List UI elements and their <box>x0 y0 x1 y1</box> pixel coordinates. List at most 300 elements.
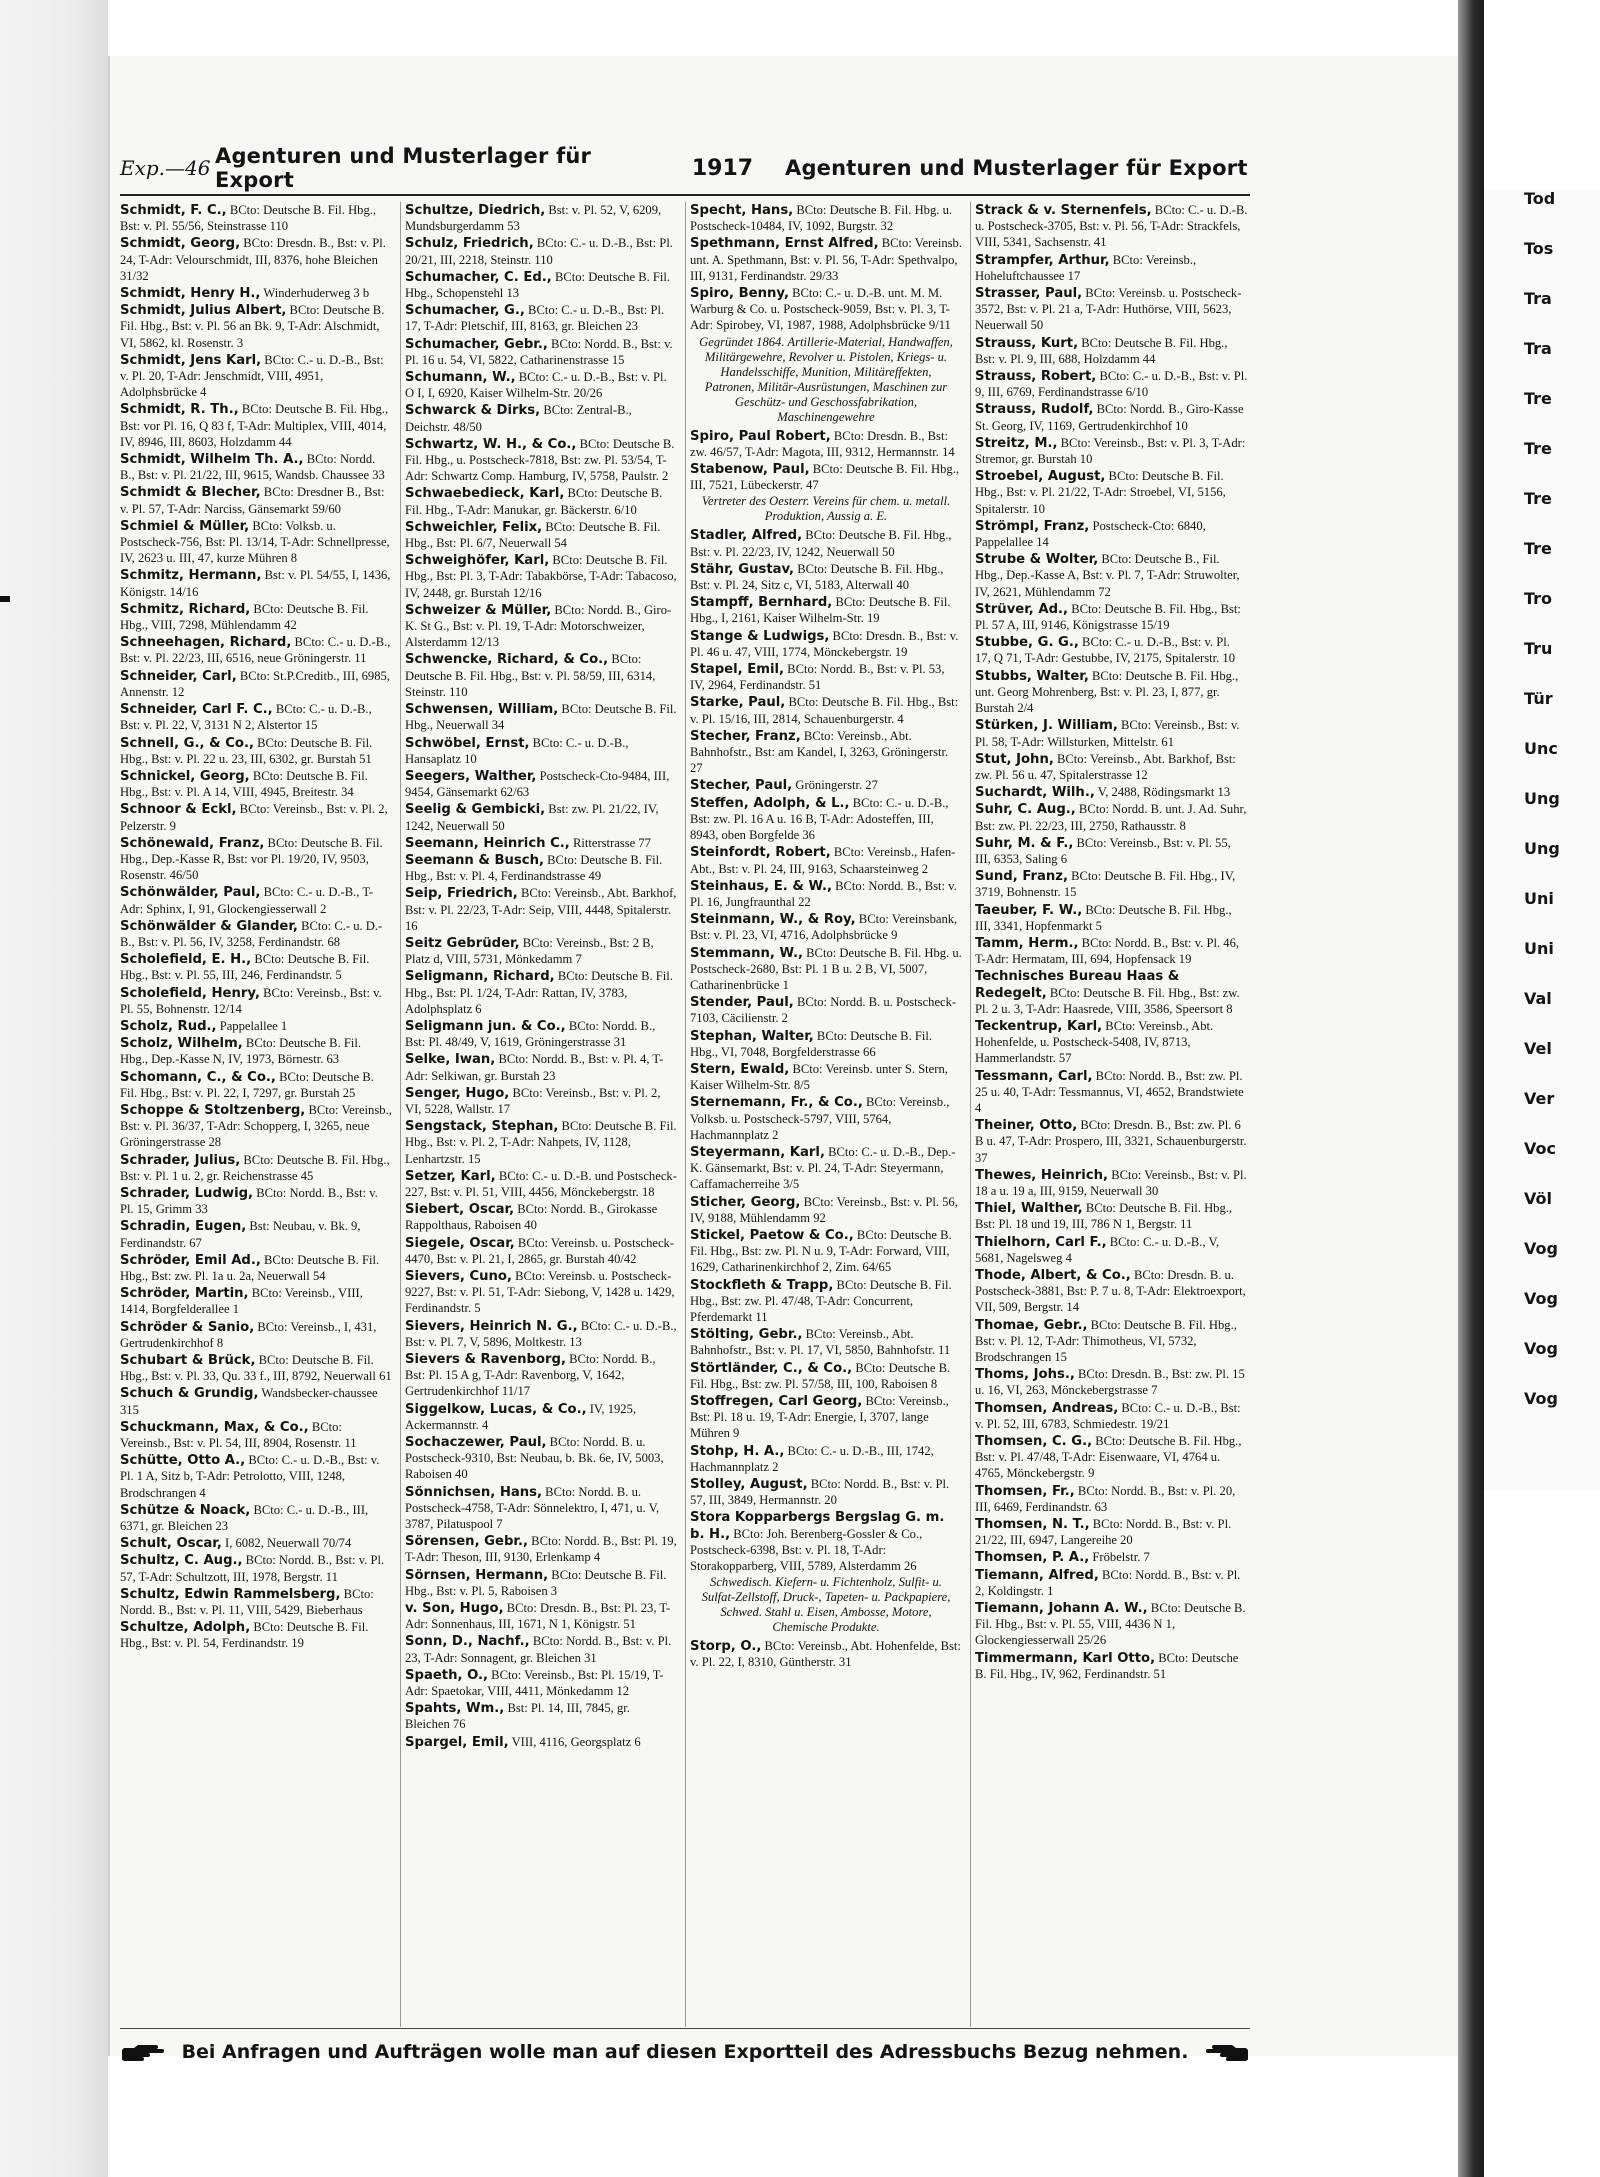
entry-details: BCto: Deutsche B. Fil. Hbg., Bst: v. Pl. 9, III, 688, Holzdamm 44 <box>975 335 1228 366</box>
directory-entry <box>690 1144 962 1193</box>
directory-entry <box>975 935 1248 967</box>
entry-name: Stubbs, Walter, <box>975 668 1089 684</box>
entry-name: Schultze, Adolph, <box>120 1620 251 1636</box>
directory-entry <box>405 485 677 517</box>
entry-name: Stecher, Paul, <box>690 778 793 794</box>
entry-name: Stephan, Walter, <box>690 1028 814 1044</box>
entry-details: BCto: C.- u. D.-B., Bst: v. Pl. 56, IV, 3258, Ferdinandstr. 68 <box>120 918 383 949</box>
entry-details: BCto: Vereinsb., Abt. Bahnhofstr., Bst: am Kandel, I, 3263, Gröningerstr. 27 <box>690 728 949 776</box>
directory-entry <box>405 835 677 851</box>
directory-entry <box>975 1068 1248 1117</box>
directory-page <box>108 56 1460 2063</box>
entry-details: I, 6082, Neuerwall 70/74 <box>221 1536 352 1551</box>
entry-details: BCto: Deutsche B. Fil. Hbg. u. Postscheck-10484, IV, 1092, Burgstr. 32 <box>690 203 953 234</box>
entry-details: BCto: Vereinsb., Bst: v. Pl. 2, Pelzerstr. 9 <box>120 802 388 833</box>
directory-entry <box>120 668 392 700</box>
entry-details: Bst: v. Pl. 52, V, 6209, Mundsburgerdamm 53 <box>405 203 662 234</box>
entry-name: Schumann, W., <box>405 370 516 386</box>
entry-details: BCto: Vereinsb., Bst: v. Pl. 56, IV, 9188, Mühlendamm 92 <box>690 1194 958 1225</box>
entry-name: Schuckmann, Max, & Co., <box>120 1419 309 1435</box>
entry-name: Schumacher, G., <box>405 303 525 319</box>
directory-entry <box>405 1734 677 1750</box>
directory-entry <box>120 1069 392 1101</box>
entry-details: BCto: Dresdn. B., Bst: v. Pl. 46 u. 47, VIII, 1774, Mönckebergstr. 19 <box>690 628 959 659</box>
entry-details: BCto: C.- u. D.-B., Bst: v. Pl. 22, V, 3131 N 2, Alstertor 15 <box>120 702 372 733</box>
entry-details: BCto: Deutsche B. Fil. Hbg., Bst: v. Pl. 58/59, III, 6314, Steinstr. 110 <box>405 652 656 699</box>
entry-details: BCto: Nordd. B., Bst: v. Pl. 21/22, III, 6947, Langereihe 20 <box>975 1517 1232 1548</box>
entry-name: Siggelkow, Lucas, & Co., <box>405 1401 587 1417</box>
column-1 <box>116 202 401 2027</box>
directory-entry <box>120 451 392 483</box>
entry-details: BCto: C.- u. D.-B., Bst: v. Pl. 7, V, 5896, Moltkestr. 13 <box>405 1318 677 1349</box>
entry-details: BCto: C.- u. D.-B., Bst: v. Pl. 9, III, 6769, Ferdinandstrasse 6/10 <box>975 369 1248 400</box>
entry-details: BCto: C.- u. D.-B. u. Postscheck-3705, Bst: v. Pl. 56, T-Adr: Strackfels, VIII, 5341, Sachsenstr. 41 <box>975 203 1248 250</box>
entry-name: Tiemann, Alfred, <box>975 1567 1099 1583</box>
entry-details: BCto: Deutsche B. Fil. Hbg., Bst: vor Pl. 16, Q 83 f, T-Adr: Multiplex, VIII, 4014, IV, 8946, III, 8603, Holzdamm 44 <box>120 402 389 449</box>
entry-details: BCto: Nordd. B., Bst: v. Pl. 57, T-Adr: Schultzott, III, 1978, Bergstr. 11 <box>120 1553 385 1584</box>
directory-entry <box>975 1117 1248 1166</box>
entry-name: Sticher, Georg, <box>690 1194 801 1210</box>
entry-name: Stickel, Paetow & Co., <box>690 1227 854 1243</box>
directory-entry <box>405 336 677 368</box>
entry-name: Schönewald, Franz, <box>120 835 265 851</box>
entry-name: Theiner, Otto, <box>975 1118 1078 1134</box>
entry-details: BCto: Dresdn. B., Bst: zw. Pl. 6 B u. 47, T-Adr: Prospero, III, 3321, Schauenburgerstr. 37 <box>975 1118 1247 1165</box>
directory-entry <box>120 1619 392 1651</box>
entry-details: BCto: Vereinsb., Bst: v. Pl. 55, III, 6353, Saling 6 <box>975 835 1231 866</box>
directory-entry <box>690 1028 962 1060</box>
entry-name: Sonn, D., Nachf., <box>405 1634 530 1650</box>
entry-details: BCto: Deutsche B. Fil. Hbg., Bst: zw. Pl. N u. 9, T-Adr: Forward, VIII, 1629, Catharinenkirchhof 2, Zim. 64/65 <box>690 1227 952 1275</box>
entry-details: Postscheck-Cto-9484, III, 9454, Gänsemarkt 62/63 <box>405 768 670 800</box>
entry-name: Thoms, Johs., <box>975 1367 1075 1383</box>
directory-entry <box>120 1152 392 1184</box>
directory-entry <box>975 1366 1248 1398</box>
entry-name: Schrader, Ludwig, <box>120 1185 254 1201</box>
facing-page-word: Tru <box>1524 639 1553 658</box>
entry-name: Thomsen, Andreas, <box>975 1400 1119 1416</box>
entry-details: BCto: Nordd. B. unt. J. Ad. Suhr, Bst: zw. Pl. 22/23, III, 2750, Rathausstr. 8 <box>975 802 1247 833</box>
entry-name: Schmidt, Jens Karl, <box>120 352 262 368</box>
directory-entry <box>690 878 962 910</box>
directory-entry <box>120 1285 392 1317</box>
entry-name: Suchardt, Wilh., <box>975 785 1095 801</box>
entry-details: BCto: Deutsche B. Fil. Hbg., Bst: v. Pl. A 14, VIII, 4945, Breitestr. 34 <box>120 768 368 800</box>
directory-entry <box>120 768 392 800</box>
entry-details: BCto: Nordd. B., Bst: v. Pl. 11, VIII, 5429, Bieberhaus <box>120 1586 374 1618</box>
entry-name: Specht, Hans, <box>690 203 794 218</box>
facing-page-word: Tre <box>1524 389 1552 408</box>
entry-name: Schmidt & Blecher, <box>120 485 261 501</box>
directory-entry <box>975 1600 1248 1649</box>
entry-details: BCto: C.- u. D.-B. und Postscheck-227, Bst: v. Pl. 51, VIII, 4456, Mönckebergstr. 18 <box>405 1168 677 1199</box>
directory-entry <box>975 1650 1248 1682</box>
entry-name: Stora Kopparbergs Bergslag G. m. b. H., <box>690 1510 945 1542</box>
entry-details: BCto: Vereinsb., Abt. Bahnhofstr., Bst: v. Pl. 17, VI, 5850, Bahnhofstr. 11 <box>690 1327 951 1358</box>
entry-details: BCto: Vereinsb., Abt. Hohenfelde, u. Postscheck-5408, IV, 8713, Hammerlandstr. 57 <box>975 1018 1214 1066</box>
facing-page-word: Tos <box>1524 239 1554 258</box>
directory-entry <box>405 552 677 601</box>
entry-details: BCto: Joh. Berenberg-Gossler & Co., Postscheck-6398, Bst: v. Pl. 18, T-Adr: Storakopparberg, VIII, 5789, Alsterdamm 26 <box>690 1526 923 1574</box>
directory-entry <box>975 1317 1248 1366</box>
entry-details: BCto: C.- u. D.-B., Bst: Pl. 17, T-Adr: Pletschif, III, 8163, gr. Bleichen 23 <box>405 303 665 334</box>
entry-name: Thielhorn, Carl F., <box>975 1234 1107 1250</box>
directory-entry <box>690 844 962 876</box>
entry-name: Schütte, Otto A., <box>120 1453 246 1469</box>
entry-name: Schweichler, Felix, <box>405 519 543 535</box>
entry-name: Schmidt, Julius Albert, <box>120 303 287 319</box>
facing-page-word: Uni <box>1524 939 1554 958</box>
entry-details: BCto: Deutsche B. Fil. Hbg., Bst: Pl. 6/7, Neuerwall 54 <box>405 519 661 551</box>
directory-entry <box>975 601 1248 633</box>
entry-name: Stohp, H. A., <box>690 1443 785 1459</box>
entry-details: BCto: Deutsche B. Fil. Hbg., Bst: v. Pl. 55/56, Steinstrasse 110 <box>120 203 377 234</box>
directory-entry <box>690 1061 962 1093</box>
entry-name: Teckentrup, Karl, <box>975 1018 1103 1034</box>
page-year: 1917 <box>691 155 754 181</box>
directory-entry <box>690 1326 962 1358</box>
directory-entry <box>120 401 392 450</box>
directory-entry <box>975 634 1248 666</box>
entry-details: BCto: Deutsche B. Fil. Hbg., Bst: v. Pl. 21/22, T-Adr: Stroebel, VI, 5156, Spitalerstr. 10 <box>975 469 1226 516</box>
entry-details: BCto: Vereinsb., Bst: v. Pl. 18 a u. 19 a, III, 9159, Neuerwall 30 <box>975 1167 1247 1198</box>
entry-name: Steinhaus, E. & W., <box>690 878 832 894</box>
entry-details: Bst: v. Pl. 54/55, I, 1436, Königstr. 14/16 <box>120 568 391 599</box>
entry-name: Stroebel, August, <box>975 469 1106 485</box>
entry-name: Steinmann, W., & Roy, <box>690 912 856 928</box>
directory-entry <box>690 994 962 1026</box>
entry-details: BCto: Nordd. B. u. Postscheck-9310, Bst: Neubau, b. Bk. 6e, IV, 5003, Raboisen 40 <box>405 1435 664 1482</box>
facing-page-word: Vog <box>1524 1239 1558 1258</box>
running-title-left: Agenturen und Musterlager für Export <box>215 144 592 192</box>
entry-details: BCto: Vereinsb. unt. A. Spethmann, Bst: v. Pl. 56, T-Adr: Spethvalpo, III, 9131, Ferdinandstr. 29/33 <box>690 236 962 283</box>
entry-name: Steyermann, Karl, <box>690 1144 825 1160</box>
directory-entry <box>405 369 677 401</box>
directory-entry <box>120 1018 392 1034</box>
directory-entry <box>120 1419 392 1451</box>
directory-entry <box>120 484 392 516</box>
entry-details: BCto: Deutsche B. Fil. Hbg., Bst: v. Pl. 55, VIII, 4436 N 1, Glockengiesserwall 25/26 <box>975 1601 1246 1648</box>
directory-entry <box>405 651 677 700</box>
entry-name: Stapel, Emil, <box>690 662 785 678</box>
entry-name: Stubbe, G. G., <box>975 635 1079 651</box>
entry-name: Schnell, G., & Co., <box>120 735 254 751</box>
entry-name: Stolley, August, <box>690 1477 808 1493</box>
entry-details: BCto: Vereinsb., Bst: v. Pl. 36/37, T-Adr: Schopperg, I, 3265, neue Gröningerstrasse 28 <box>120 1102 392 1150</box>
entry-name: Schütze & Noack, <box>120 1502 251 1518</box>
directory-entry <box>690 1360 962 1392</box>
entry-details: BCto: Vereinsbank, Bst: v. Pl. 23, VI, 4716, Adolphsbrücke 9 <box>690 912 958 943</box>
entry-name: Seip, Friedrich, <box>405 886 518 902</box>
entry-name: Schnickel, Georg, <box>120 768 250 784</box>
entry-name: Sievers, Heinrich N. G., <box>405 1318 578 1334</box>
entry-details: BCto: Deutsche B. Fil. Hbg., Dep.-Kasse R, Bst: vor Pl. 19/20, IV, 9503, Rosenstr. 46/50 <box>120 835 383 883</box>
directory-entry <box>690 1094 962 1143</box>
directory-entry <box>690 1393 962 1442</box>
directory-entry <box>975 668 1248 717</box>
entry-details: BCto: Vereinsb., Volksb. u. Postscheck-5797, VIII, 5764, Hachmannplatz 2 <box>690 1095 950 1142</box>
entry-name: Siebert, Oscar, <box>405 1202 515 1218</box>
directory-entry <box>405 1401 677 1433</box>
directory-entry <box>975 1433 1248 1482</box>
directory-entry <box>405 1018 677 1050</box>
directory-entry <box>690 428 962 460</box>
entry-name: Thomsen, C. G., <box>975 1434 1093 1450</box>
directory-entry <box>690 777 962 793</box>
entry-name: Schmiel & Müller, <box>120 518 250 534</box>
directory-entry <box>120 1586 392 1618</box>
entry-name: Streitz, M., <box>975 435 1058 451</box>
directory-entry <box>120 701 392 733</box>
entry-name: Tiemann, Johann A. W., <box>975 1601 1148 1617</box>
entry-name: Schumacher, C. Ed., <box>405 269 552 285</box>
directory-entry <box>690 1638 962 1670</box>
entry-details: Bst: Neubau, v. Bk. 9, Ferdinandstr. 67 <box>120 1219 361 1250</box>
directory-entry <box>690 911 962 943</box>
directory-entry <box>405 1235 677 1267</box>
directory-entry <box>975 468 1248 517</box>
page-number: Exp.—46 <box>120 156 211 180</box>
directory-entry <box>975 551 1248 600</box>
entry-name: Sörnsen, Hermann, <box>405 1567 549 1583</box>
entry-name: Strauss, Kurt, <box>975 335 1079 351</box>
facing-page-word: Tra <box>1524 339 1552 358</box>
directory-entry <box>975 1167 1248 1199</box>
directory-entry <box>975 784 1248 800</box>
directory-entry <box>120 202 392 234</box>
directory-entry <box>975 1516 1248 1548</box>
directory-entry <box>120 1218 392 1250</box>
facing-page-word: Vog <box>1524 1339 1558 1358</box>
entry-name: Strüver, Ad., <box>975 601 1069 617</box>
directory-entry <box>975 285 1248 334</box>
directory-entry <box>405 1168 677 1200</box>
entry-details: BCto: Zentral-B., Deichstr. 48/50 <box>405 403 632 434</box>
entry-details: BCto: Dresdn. B., Bst: zw. 46/57, T-Adr: Magota, III, 9312, Hermannstr. 14 <box>690 428 955 459</box>
entry-details: V, 2488, Rödingsmarkt 13 <box>1094 785 1231 800</box>
directory-entry <box>120 951 392 983</box>
entry-name: Stern, Ewald, <box>690 1061 790 1077</box>
directory-entry <box>405 1567 677 1599</box>
entry-name: Steffen, Adolph, & L., <box>690 795 850 811</box>
directory-entry <box>120 285 392 301</box>
entry-name: Schneider, Carl, <box>120 668 237 684</box>
directory-entry <box>975 368 1248 400</box>
entry-name: Schönwälder, Paul, <box>120 885 261 901</box>
directory-entry <box>975 751 1248 783</box>
entry-name: Schnoor & Eckl, <box>120 802 237 818</box>
directory-entry <box>120 235 392 284</box>
directory-entry <box>120 567 392 599</box>
directory-entry <box>405 801 677 833</box>
entry-details: BCto: Deutsche B. Fil. Hbg., Bst: v. Pl. 24, Sitz c, VI, 5183, Alterwall 40 <box>690 561 944 593</box>
entry-details: BCto: C.- u. D.-B., Bst: Pl. 20/21, III, 2218, Steinstr. 110 <box>405 236 673 267</box>
entry-name: Schwöbel, Ernst, <box>405 735 530 751</box>
directory-entry <box>405 935 677 967</box>
entry-details: BCto: Nordd. B., Bst: zw. Pl. 25 u. 40, T-Adr: Tessmannus, VI, 4652, Brandstwiete 4 <box>975 1068 1244 1115</box>
facing-page-word: Unc <box>1524 739 1558 758</box>
entry-name: Schneider, Carl F. C., <box>120 702 273 718</box>
entry-details: BCto: Deutsche B. Fil. Hbg., IV, 3719, Bohnenstr. 15 <box>975 869 1236 900</box>
facing-page-word: Val <box>1524 989 1552 1008</box>
entry-details: Bst: Pl. 14, III, 7845, gr. Bleichen 76 <box>405 1701 630 1732</box>
directory-entry <box>405 735 677 767</box>
running-head <box>120 144 1250 192</box>
directory-entry <box>120 601 392 633</box>
entry-details: BCto: C.- u. D.-B., Bst: v. Pl. 17, Q 71, T-Adr: Gestubbe, IV, 2175, Spitalerstr. 10 <box>975 635 1236 666</box>
entry-details: BCto: Nordd. B., Bst: v. Pl. 4, T-Adr: Selkiwan, gr. Burstah 23 <box>405 1052 664 1083</box>
facing-page-word: Uni <box>1524 889 1554 908</box>
entry-name: Technisches Bureau Haas & Redegelt, <box>975 969 1180 1001</box>
entry-details: Ritterstrasse 77 <box>569 835 651 850</box>
entry-name: Tamm, Herm., <box>975 935 1079 951</box>
directory-entry <box>690 527 962 559</box>
entry-name: Strasser, Paul, <box>975 286 1083 302</box>
entry-details: BCto: Nordd. B., Bst: v. Pl. 2, Koldingstr. 1 <box>975 1567 1241 1598</box>
facing-page-word: Völ <box>1524 1189 1552 1208</box>
directory-entry <box>120 1352 392 1384</box>
directory-entry <box>120 1452 392 1501</box>
directory-entry <box>405 519 677 551</box>
entry-details: BCto: Deutsche B. Fil. Hbg., Bst: v. Pl. 4, Ferdinandstrasse 49 <box>405 852 663 884</box>
entry-details: BCto: Deutsche B. Fil. Hbg., Bst: zw. Pl. 1a u. 2a, Neuerwall 54 <box>120 1252 380 1283</box>
entry-details: BCto: Vereinsb., Bst: v. Pl. 55, Bohnenstr. 12/14 <box>120 985 382 1016</box>
entry-details: BCto: Vereinsb., I, 431, Gertrudenkirchhof 8 <box>120 1319 377 1350</box>
entry-details: BCto: Deutsche B. Fil. Hbg., Bst: Pl. 3, T-Adr: Tabakbörse, T-Adr: Tabacoso, IV, 2448, gr. Burstah 12/16 <box>405 553 677 600</box>
directory-entry <box>120 1502 392 1534</box>
directory-entry <box>120 518 392 567</box>
entry-name: v. Son, Hugo, <box>405 1601 504 1617</box>
directory-entry <box>975 868 1248 900</box>
facing-page-word: Tra <box>1524 289 1552 308</box>
entry-name: Schweizer & Müller, <box>405 602 552 618</box>
entry-name: Stut, John, <box>975 751 1054 767</box>
directory-entry <box>690 661 962 693</box>
entry-name: Spiro, Benny, <box>690 286 789 302</box>
entry-details: BCto: C.- u. D.-B., Bst: zw. Pl. 16 A u. 16 B, T-Adr: Adosteffen, III, 8943, oben Borgfelde 36 <box>690 795 949 843</box>
directory-entry <box>405 768 677 800</box>
entry-details: BCto: C.- u. D.-B., Dep.-K. Gänsemarkt, Bst: v. Pl. 24, T-Adr: Steyermann, Caffamacherreihe 3/5 <box>690 1144 956 1192</box>
entry-details: BCto: Nordd. B. u. Postscheck-7103, Cäcilienstr. 2 <box>690 995 957 1026</box>
entry-name: Timmermann, Karl Otto, <box>975 1650 1156 1666</box>
entry-details: BCto: Nordd. B., Bst: Pl. 19, T-Adr: Theson, III, 9130, Erlenkamp 4 <box>405 1534 677 1565</box>
entry-details: BCto: C.- u. D.-B., Bst: v. Pl. 1 A, Sitz b, T-Adr: Petrolotto, VIII, 1248, Brodschrangen 4 <box>120 1453 380 1500</box>
directory-entry <box>405 269 677 301</box>
directory-entry <box>405 602 677 651</box>
directory-entry <box>405 1667 677 1699</box>
directory-entry <box>405 1700 677 1732</box>
entry-name: Spethmann, Ernst Alfred, <box>690 236 879 252</box>
directory-entry <box>120 918 392 950</box>
directory-entry <box>405 1201 677 1233</box>
entry-details: Pappelallee 1 <box>216 1018 288 1033</box>
entry-name: Tessmann, Carl, <box>975 1068 1093 1084</box>
entry-name: Suhr, C. Aug., <box>975 802 1076 818</box>
entry-name: Sternemann, Fr., & Co., <box>690 1095 863 1111</box>
directory-entry <box>975 1200 1248 1232</box>
entry-details: Wandsbecker-chaussee 315 <box>120 1386 378 1417</box>
entry-details: BCto: Deutsche B. Fil. Hbg., Bst: v. Pl. 56 an Bk. 9, T-Adr: Alschmidt, VI, 5862, kl. Rosenstr. 3 <box>120 303 385 350</box>
entry-details: BCto: Vereinsb., Bst: v. Pl. 3, T-Adr: Stremor, gr. Burstah 10 <box>975 435 1246 467</box>
entry-details: BCto: C.- u. D.-B., Bst: v. Pl. O I, I, 6920, Kaiser Wilhelm-Str. 20/26 <box>405 370 667 401</box>
directory-entry <box>120 1535 392 1551</box>
header-rule <box>120 194 1250 196</box>
entry-name: Strömpl, Franz, <box>975 518 1090 534</box>
directory-entry <box>975 1400 1248 1432</box>
entry-details: BCto: Deutsche B. Fil. Hbg., Bst: v. Pl. 22 u. 23, III, 6302, gr. Burstah 51 <box>120 735 373 766</box>
entry-details: BCto: Deutsche B. Fil. Hbg., IV, 962, Ferdinandstr. 51 <box>975 1650 1239 1681</box>
facing-page-fragment <box>1484 190 1600 1490</box>
directory-entry <box>405 1434 677 1483</box>
entry-name: Strauss, Robert, <box>975 369 1097 385</box>
pointing-hand-right-icon <box>122 2042 170 2062</box>
directory-entry <box>975 335 1248 367</box>
directory-entry <box>405 302 677 334</box>
directory-entry <box>690 628 962 660</box>
directory-entry <box>405 1318 677 1350</box>
directory-entry <box>120 835 392 884</box>
entry-details: BCto: Nordd. B., Bst: v. Pl. 16 u. 54, VI, 5822, Catharinenstrasse 15 <box>405 336 673 367</box>
entry-details: Fröbelstr. 7 <box>1089 1550 1150 1565</box>
entry-details: BCto: Dresdn. B. u. Postscheck-3881, Bst: P. 7 u. 8, T-Adr: Elektroexport, VII, 509, Bergstr. 14 <box>975 1268 1246 1315</box>
column-2 <box>401 202 686 2027</box>
entry-details: BCto: C.- u. D.-B., Bst: v. Pl. 22/23, III, 6516, neue Gröningerstr. 11 <box>120 635 391 666</box>
directory-columns <box>116 202 1256 2027</box>
entry-details: BCto: Deutsche B. Fil. Hbg., Bst: v. Pl. 15/16, III, 2814, Schauenburgerstr. 4 <box>690 695 959 726</box>
entry-name: Strauss, Rudolf, <box>975 402 1094 418</box>
entry-name: Setzer, Karl, <box>405 1168 496 1184</box>
directory-entry <box>975 1018 1248 1067</box>
directory-entry <box>975 435 1248 467</box>
entry-name: Schomann, C., & Co., <box>120 1069 276 1085</box>
entry-name: Schwartz, W. H., & Co., <box>405 436 577 452</box>
entry-name: Selke, Iwan, <box>405 1052 496 1068</box>
entry-name: Sengstack, Stephan, <box>405 1119 559 1135</box>
entry-details: BCto: Deutsche B. Fil. Hbg., Bst: Pl. 57 A, III, 9146, Königstrasse 15/19 <box>975 601 1241 633</box>
entry-name: Schweighöfer, Karl, <box>405 553 550 569</box>
entry-name: Schwensen, William, <box>405 702 559 718</box>
entry-details: BCto: Nordd. B., Giro-Kasse St. Georg, IV, 1169, Gertrudenkirchhof 10 <box>975 402 1244 433</box>
directory-entry <box>120 1552 392 1584</box>
entry-name: Sönnichsen, Hans, <box>405 1484 543 1500</box>
directory-entry <box>690 561 962 593</box>
entry-name: Stölting, Gebr., <box>690 1327 803 1343</box>
directory-entry <box>120 985 392 1017</box>
scan-edge-mark <box>0 596 10 602</box>
entry-details: BCto: Nordd. B., Bst: v. Pl. 15, Grimm 33 <box>120 1185 378 1217</box>
footer <box>120 2034 1250 2070</box>
directory-entry <box>975 202 1248 251</box>
pointing-hand-left-icon <box>1200 2042 1248 2062</box>
entry-details: BCto: Vereinsb. u. Postscheck-3572, Bst: v. Pl. 21 a, T-Adr: Huthörse, VIII, 5623, Neuerwall 50 <box>975 286 1242 333</box>
entry-details: BCto: Deutsche B. Fil. Hbg., u. Postscheck-7818, Bst: zw. Pl. 53/54, T-Adr: Schwartz Comp. Hamburg, IV, 5758, Paulstr. 2 <box>405 436 675 484</box>
directory-entry <box>120 884 392 916</box>
entry-name: Stemmann, W., <box>690 945 803 961</box>
directory-entry <box>405 1633 677 1665</box>
facing-page-word: Tre <box>1524 439 1552 458</box>
entry-details: BCto: Vereinsb., Abt. Barkhof, Bst: zw. Pl. 56 u. 47, Spitalerstrasse 12 <box>975 751 1236 782</box>
directory-entry <box>405 1085 677 1117</box>
entry-details: BCto: Deutsche B. Fil. Hbg., Bst: v. Pl. 2, T-Adr: Nahpets, IV, 1128, Lenhartzstr. 15 <box>405 1119 677 1166</box>
entry-name: Seelig & Gembicki, <box>405 802 546 818</box>
directory-entry <box>405 1118 677 1167</box>
directory-entry <box>975 902 1248 934</box>
entry-details: BCto: Vereinsb. u. Postscheck-9227, Bst: v. Pl. 51, T-Adr: Siebong, V, 1428 u. 1429, Ferdinandstr. 5 <box>405 1269 675 1316</box>
entry-details: BCto: C.- u. D.-B., Bst: v. Pl. 20, T-Adr: Jenschmidt, VIII, 4951, Adolphsbrücke 4 <box>120 352 384 400</box>
entry-name: Steinfordt, Robert, <box>690 845 831 861</box>
entry-details: BCto: Dresdn. B., Bst: v. Pl. 24, T-Adr: Velourschmidt, III, 8376, hohe Bleichen 31/32 <box>120 236 386 283</box>
entry-name: Schneehagen, Richard, <box>120 635 292 651</box>
